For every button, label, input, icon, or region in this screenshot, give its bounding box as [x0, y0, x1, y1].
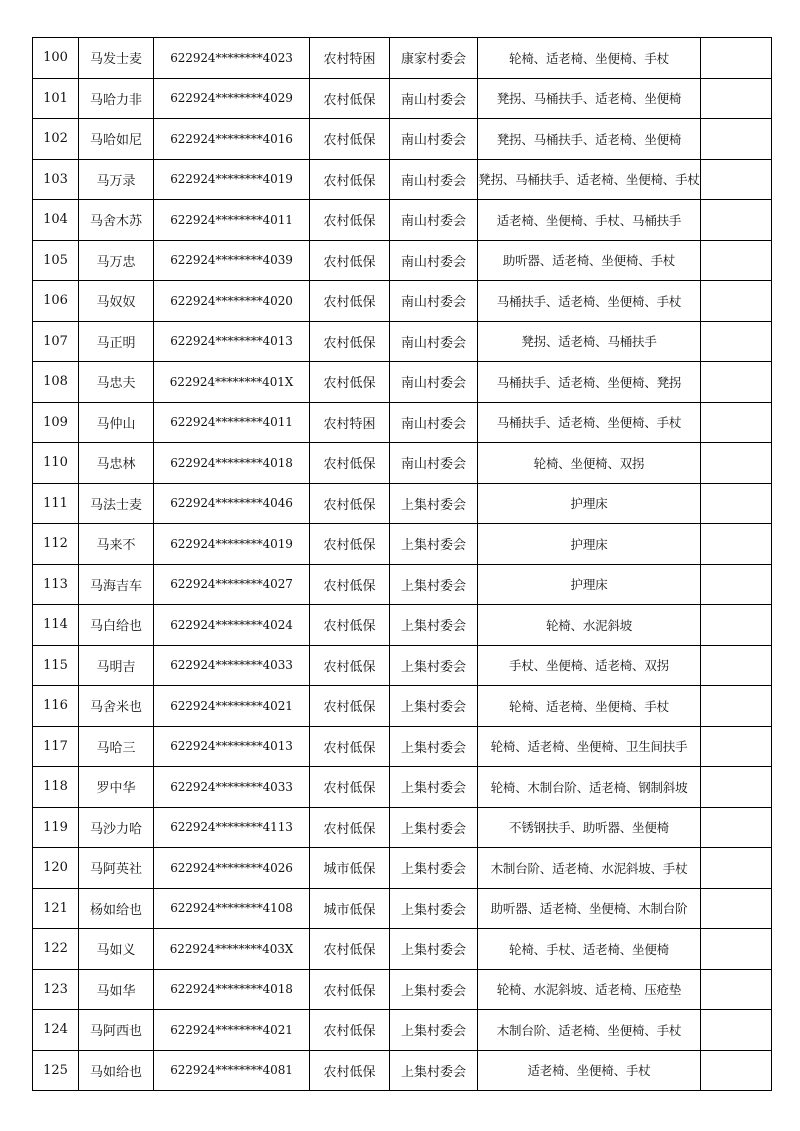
id-number-cell: 622924********4033: [154, 645, 310, 686]
name-cell: 马阿英社: [79, 848, 154, 889]
row-number-cell: 122: [33, 929, 79, 970]
remarks-cell: [701, 38, 772, 79]
table-row: [33, 969, 772, 1010]
remarks-cell: [701, 848, 772, 889]
name-cell: 罗中华: [79, 767, 154, 808]
table-row: [33, 848, 772, 889]
aid-items-cell: 适老椅、坐便椅、手杖: [478, 1050, 701, 1091]
row-number-cell: 121: [33, 888, 79, 929]
table-row: [33, 443, 772, 484]
village-committee-cell: 上集村委会: [390, 1050, 478, 1091]
assistance-type-cell: 农村低保: [310, 969, 390, 1010]
aid-items-cell: 轮椅、适老椅、坐便椅、卫生间扶手: [478, 726, 701, 767]
remarks-cell: [701, 1050, 772, 1091]
id-number-cell: 622924********4019: [154, 159, 310, 200]
village-committee-cell: 上集村委会: [390, 888, 478, 929]
table-row: [33, 888, 772, 929]
name-cell: 马法士麦: [79, 483, 154, 524]
row-number-cell: 113: [33, 564, 79, 605]
village-committee-cell: 南山村委会: [390, 362, 478, 403]
id-number-cell: 622924********4081: [154, 1050, 310, 1091]
table-row: [33, 483, 772, 524]
id-number-cell: 622924********4011: [154, 200, 310, 241]
table-row: [33, 645, 772, 686]
table-row: [33, 524, 772, 565]
id-number-cell: 622924********4033: [154, 767, 310, 808]
beneficiary-table: [32, 37, 772, 1091]
table-row: [33, 38, 772, 79]
assistance-type-cell: 农村低保: [310, 200, 390, 241]
village-committee-cell: 上集村委会: [390, 848, 478, 889]
remarks-cell: [701, 726, 772, 767]
row-number-cell: 116: [33, 686, 79, 727]
name-cell: 马来不: [79, 524, 154, 565]
table-row: [33, 78, 772, 119]
remarks-cell: [701, 929, 772, 970]
aid-items-cell: 手杖、坐便椅、适老椅、双拐: [478, 645, 701, 686]
village-committee-cell: 上集村委会: [390, 767, 478, 808]
village-committee-cell: 上集村委会: [390, 564, 478, 605]
remarks-cell: [701, 281, 772, 322]
row-number-cell: 124: [33, 1010, 79, 1051]
table-row: [33, 402, 772, 443]
table-row: [33, 1010, 772, 1051]
remarks-cell: [701, 888, 772, 929]
village-committee-cell: 上集村委会: [390, 483, 478, 524]
table-row: [33, 686, 772, 727]
village-committee-cell: 南山村委会: [390, 402, 478, 443]
assistance-type-cell: 农村低保: [310, 240, 390, 281]
aid-items-cell: 马桶扶手、适老椅、坐便椅、手杖: [478, 402, 701, 443]
id-number-cell: 622924********4018: [154, 969, 310, 1010]
village-committee-cell: 南山村委会: [390, 443, 478, 484]
aid-items-cell: 护理床: [478, 483, 701, 524]
assistance-type-cell: 农村特困: [310, 402, 390, 443]
aid-items-cell: 助听器、适老椅、坐便椅、手杖: [478, 240, 701, 281]
name-cell: 马明吉: [79, 645, 154, 686]
id-number-cell: 622924********4023: [154, 38, 310, 79]
aid-items-cell: 护理床: [478, 564, 701, 605]
name-cell: 马万忠: [79, 240, 154, 281]
id-number-cell: 622924********4013: [154, 321, 310, 362]
id-number-cell: 622924********403X: [154, 929, 310, 970]
remarks-cell: [701, 645, 772, 686]
name-cell: 马奴奴: [79, 281, 154, 322]
row-number-cell: 110: [33, 443, 79, 484]
name-cell: 马忠林: [79, 443, 154, 484]
row-number-cell: 117: [33, 726, 79, 767]
table-row: [33, 281, 772, 322]
id-number-cell: 622924********4020: [154, 281, 310, 322]
name-cell: 马如华: [79, 969, 154, 1010]
remarks-cell: [701, 483, 772, 524]
table-row: [33, 807, 772, 848]
row-number-cell: 109: [33, 402, 79, 443]
name-cell: 马万录: [79, 159, 154, 200]
name-cell: 马舍米也: [79, 686, 154, 727]
remarks-cell: [701, 78, 772, 119]
table-row: [33, 564, 772, 605]
aid-items-cell: 轮椅、水泥斜坡: [478, 605, 701, 646]
assistance-type-cell: 农村低保: [310, 1010, 390, 1051]
remarks-cell: [701, 524, 772, 565]
village-committee-cell: 南山村委会: [390, 119, 478, 160]
row-number-cell: 123: [33, 969, 79, 1010]
name-cell: 马如义: [79, 929, 154, 970]
id-number-cell: 622924********4021: [154, 1010, 310, 1051]
id-number-cell: 622924********4019: [154, 524, 310, 565]
name-cell: 马海吉车: [79, 564, 154, 605]
village-committee-cell: 南山村委会: [390, 200, 478, 241]
village-committee-cell: 南山村委会: [390, 159, 478, 200]
village-committee-cell: 康家村委会: [390, 38, 478, 79]
aid-items-cell: 凳拐、适老椅、马桶扶手: [478, 321, 701, 362]
table-row: [33, 159, 772, 200]
remarks-cell: [701, 119, 772, 160]
village-committee-cell: 南山村委会: [390, 281, 478, 322]
row-number-cell: 119: [33, 807, 79, 848]
assistance-type-cell: 农村低保: [310, 726, 390, 767]
assistance-type-cell: 农村低保: [310, 564, 390, 605]
assistance-type-cell: 农村低保: [310, 159, 390, 200]
assistance-type-cell: 农村低保: [310, 807, 390, 848]
remarks-cell: [701, 767, 772, 808]
table-row: [33, 1050, 772, 1091]
id-number-cell: 622924********4108: [154, 888, 310, 929]
remarks-cell: [701, 605, 772, 646]
name-cell: 马舍木苏: [79, 200, 154, 241]
row-number-cell: 103: [33, 159, 79, 200]
id-number-cell: 622924********4021: [154, 686, 310, 727]
remarks-cell: [701, 807, 772, 848]
remarks-cell: [701, 443, 772, 484]
village-committee-cell: 南山村委会: [390, 240, 478, 281]
aid-items-cell: 轮椅、坐便椅、双拐: [478, 443, 701, 484]
village-committee-cell: 上集村委会: [390, 645, 478, 686]
assistance-type-cell: 农村低保: [310, 483, 390, 524]
table-row: [33, 929, 772, 970]
aid-items-cell: 木制台阶、适老椅、水泥斜坡、手杖: [478, 848, 701, 889]
id-number-cell: 622924********4013: [154, 726, 310, 767]
village-committee-cell: 上集村委会: [390, 1010, 478, 1051]
row-number-cell: 118: [33, 767, 79, 808]
row-number-cell: 112: [33, 524, 79, 565]
aid-items-cell: 不锈钢扶手、助听器、坐便椅: [478, 807, 701, 848]
row-number-cell: 125: [33, 1050, 79, 1091]
assistance-type-cell: 农村低保: [310, 767, 390, 808]
row-number-cell: 115: [33, 645, 79, 686]
id-number-cell: 622924********4026: [154, 848, 310, 889]
remarks-cell: [701, 200, 772, 241]
id-number-cell: 622924********4113: [154, 807, 310, 848]
aid-items-cell: 护理床: [478, 524, 701, 565]
table-body: [33, 38, 772, 1091]
remarks-cell: [701, 564, 772, 605]
assistance-type-cell: 农村低保: [310, 524, 390, 565]
aid-items-cell: 轮椅、适老椅、坐便椅、手杖: [478, 686, 701, 727]
village-committee-cell: 上集村委会: [390, 929, 478, 970]
assistance-type-cell: 城市低保: [310, 848, 390, 889]
remarks-cell: [701, 362, 772, 403]
aid-items-cell: 轮椅、水泥斜坡、适老椅、压疮垫: [478, 969, 701, 1010]
row-number-cell: 108: [33, 362, 79, 403]
table-row: [33, 321, 772, 362]
name-cell: 马哈如尼: [79, 119, 154, 160]
table-row: [33, 767, 772, 808]
assistance-type-cell: 农村低保: [310, 1050, 390, 1091]
id-number-cell: 622924********4016: [154, 119, 310, 160]
remarks-cell: [701, 686, 772, 727]
assistance-type-cell: 农村低保: [310, 605, 390, 646]
row-number-cell: 106: [33, 281, 79, 322]
table-row: [33, 119, 772, 160]
id-number-cell: 622924********4024: [154, 605, 310, 646]
assistance-type-cell: 农村低保: [310, 281, 390, 322]
row-number-cell: 120: [33, 848, 79, 889]
aid-items-cell: 马桶扶手、适老椅、坐便椅、手杖: [478, 281, 701, 322]
row-number-cell: 101: [33, 78, 79, 119]
name-cell: 马忠夫: [79, 362, 154, 403]
name-cell: 马哈力非: [79, 78, 154, 119]
assistance-type-cell: 农村低保: [310, 929, 390, 970]
aid-items-cell: 凳拐、马桶扶手、适老椅、坐便椅: [478, 119, 701, 160]
table-row: [33, 240, 772, 281]
row-number-cell: 104: [33, 200, 79, 241]
id-number-cell: 622924********4018: [154, 443, 310, 484]
assistance-type-cell: 农村低保: [310, 362, 390, 403]
aid-items-cell: 轮椅、手杖、适老椅、坐便椅: [478, 929, 701, 970]
name-cell: 马哈三: [79, 726, 154, 767]
aid-items-cell: 凳拐、马桶扶手、适老椅、坐便椅、手杖: [478, 159, 701, 200]
aid-items-cell: 凳拐、马桶扶手、适老椅、坐便椅: [478, 78, 701, 119]
village-committee-cell: 上集村委会: [390, 605, 478, 646]
table-row: [33, 362, 772, 403]
name-cell: 杨如给也: [79, 888, 154, 929]
name-cell: 马沙力哈: [79, 807, 154, 848]
assistance-type-cell: 农村低保: [310, 443, 390, 484]
assistance-type-cell: 农村低保: [310, 119, 390, 160]
remarks-cell: [701, 402, 772, 443]
assistance-type-cell: 农村低保: [310, 321, 390, 362]
name-cell: 马正明: [79, 321, 154, 362]
village-committee-cell: 上集村委会: [390, 686, 478, 727]
name-cell: 马如给也: [79, 1050, 154, 1091]
row-number-cell: 114: [33, 605, 79, 646]
village-committee-cell: 南山村委会: [390, 321, 478, 362]
assistance-type-cell: 农村低保: [310, 686, 390, 727]
id-number-cell: 622924********4027: [154, 564, 310, 605]
id-number-cell: 622924********401X: [154, 362, 310, 403]
remarks-cell: [701, 159, 772, 200]
village-committee-cell: 上集村委会: [390, 524, 478, 565]
row-number-cell: 107: [33, 321, 79, 362]
aid-items-cell: 木制台阶、适老椅、坐便椅、手杖: [478, 1010, 701, 1051]
village-committee-cell: 上集村委会: [390, 726, 478, 767]
aid-items-cell: 助听器、适老椅、坐便椅、木制台阶: [478, 888, 701, 929]
village-committee-cell: 上集村委会: [390, 807, 478, 848]
aid-items-cell: 轮椅、木制台阶、适老椅、钢制斜坡: [478, 767, 701, 808]
name-cell: 马阿西也: [79, 1010, 154, 1051]
row-number-cell: 100: [33, 38, 79, 79]
table-row: [33, 605, 772, 646]
id-number-cell: 622924********4029: [154, 78, 310, 119]
remarks-cell: [701, 969, 772, 1010]
aid-items-cell: 马桶扶手、适老椅、坐便椅、凳拐: [478, 362, 701, 403]
id-number-cell: 622924********4039: [154, 240, 310, 281]
row-number-cell: 105: [33, 240, 79, 281]
assistance-type-cell: 城市低保: [310, 888, 390, 929]
remarks-cell: [701, 321, 772, 362]
name-cell: 马发士麦: [79, 38, 154, 79]
assistance-type-cell: 农村低保: [310, 645, 390, 686]
name-cell: 马白给也: [79, 605, 154, 646]
table-row: [33, 726, 772, 767]
aid-items-cell: 适老椅、坐便椅、手杖、马桶扶手: [478, 200, 701, 241]
id-number-cell: 622924********4011: [154, 402, 310, 443]
id-number-cell: 622924********4046: [154, 483, 310, 524]
remarks-cell: [701, 240, 772, 281]
village-committee-cell: 南山村委会: [390, 78, 478, 119]
aid-items-cell: 轮椅、适老椅、坐便椅、手杖: [478, 38, 701, 79]
table-row: [33, 200, 772, 241]
row-number-cell: 111: [33, 483, 79, 524]
village-committee-cell: 上集村委会: [390, 969, 478, 1010]
remarks-cell: [701, 1010, 772, 1051]
assistance-type-cell: 农村低保: [310, 78, 390, 119]
name-cell: 马仲山: [79, 402, 154, 443]
assistance-type-cell: 农村特困: [310, 38, 390, 79]
row-number-cell: 102: [33, 119, 79, 160]
